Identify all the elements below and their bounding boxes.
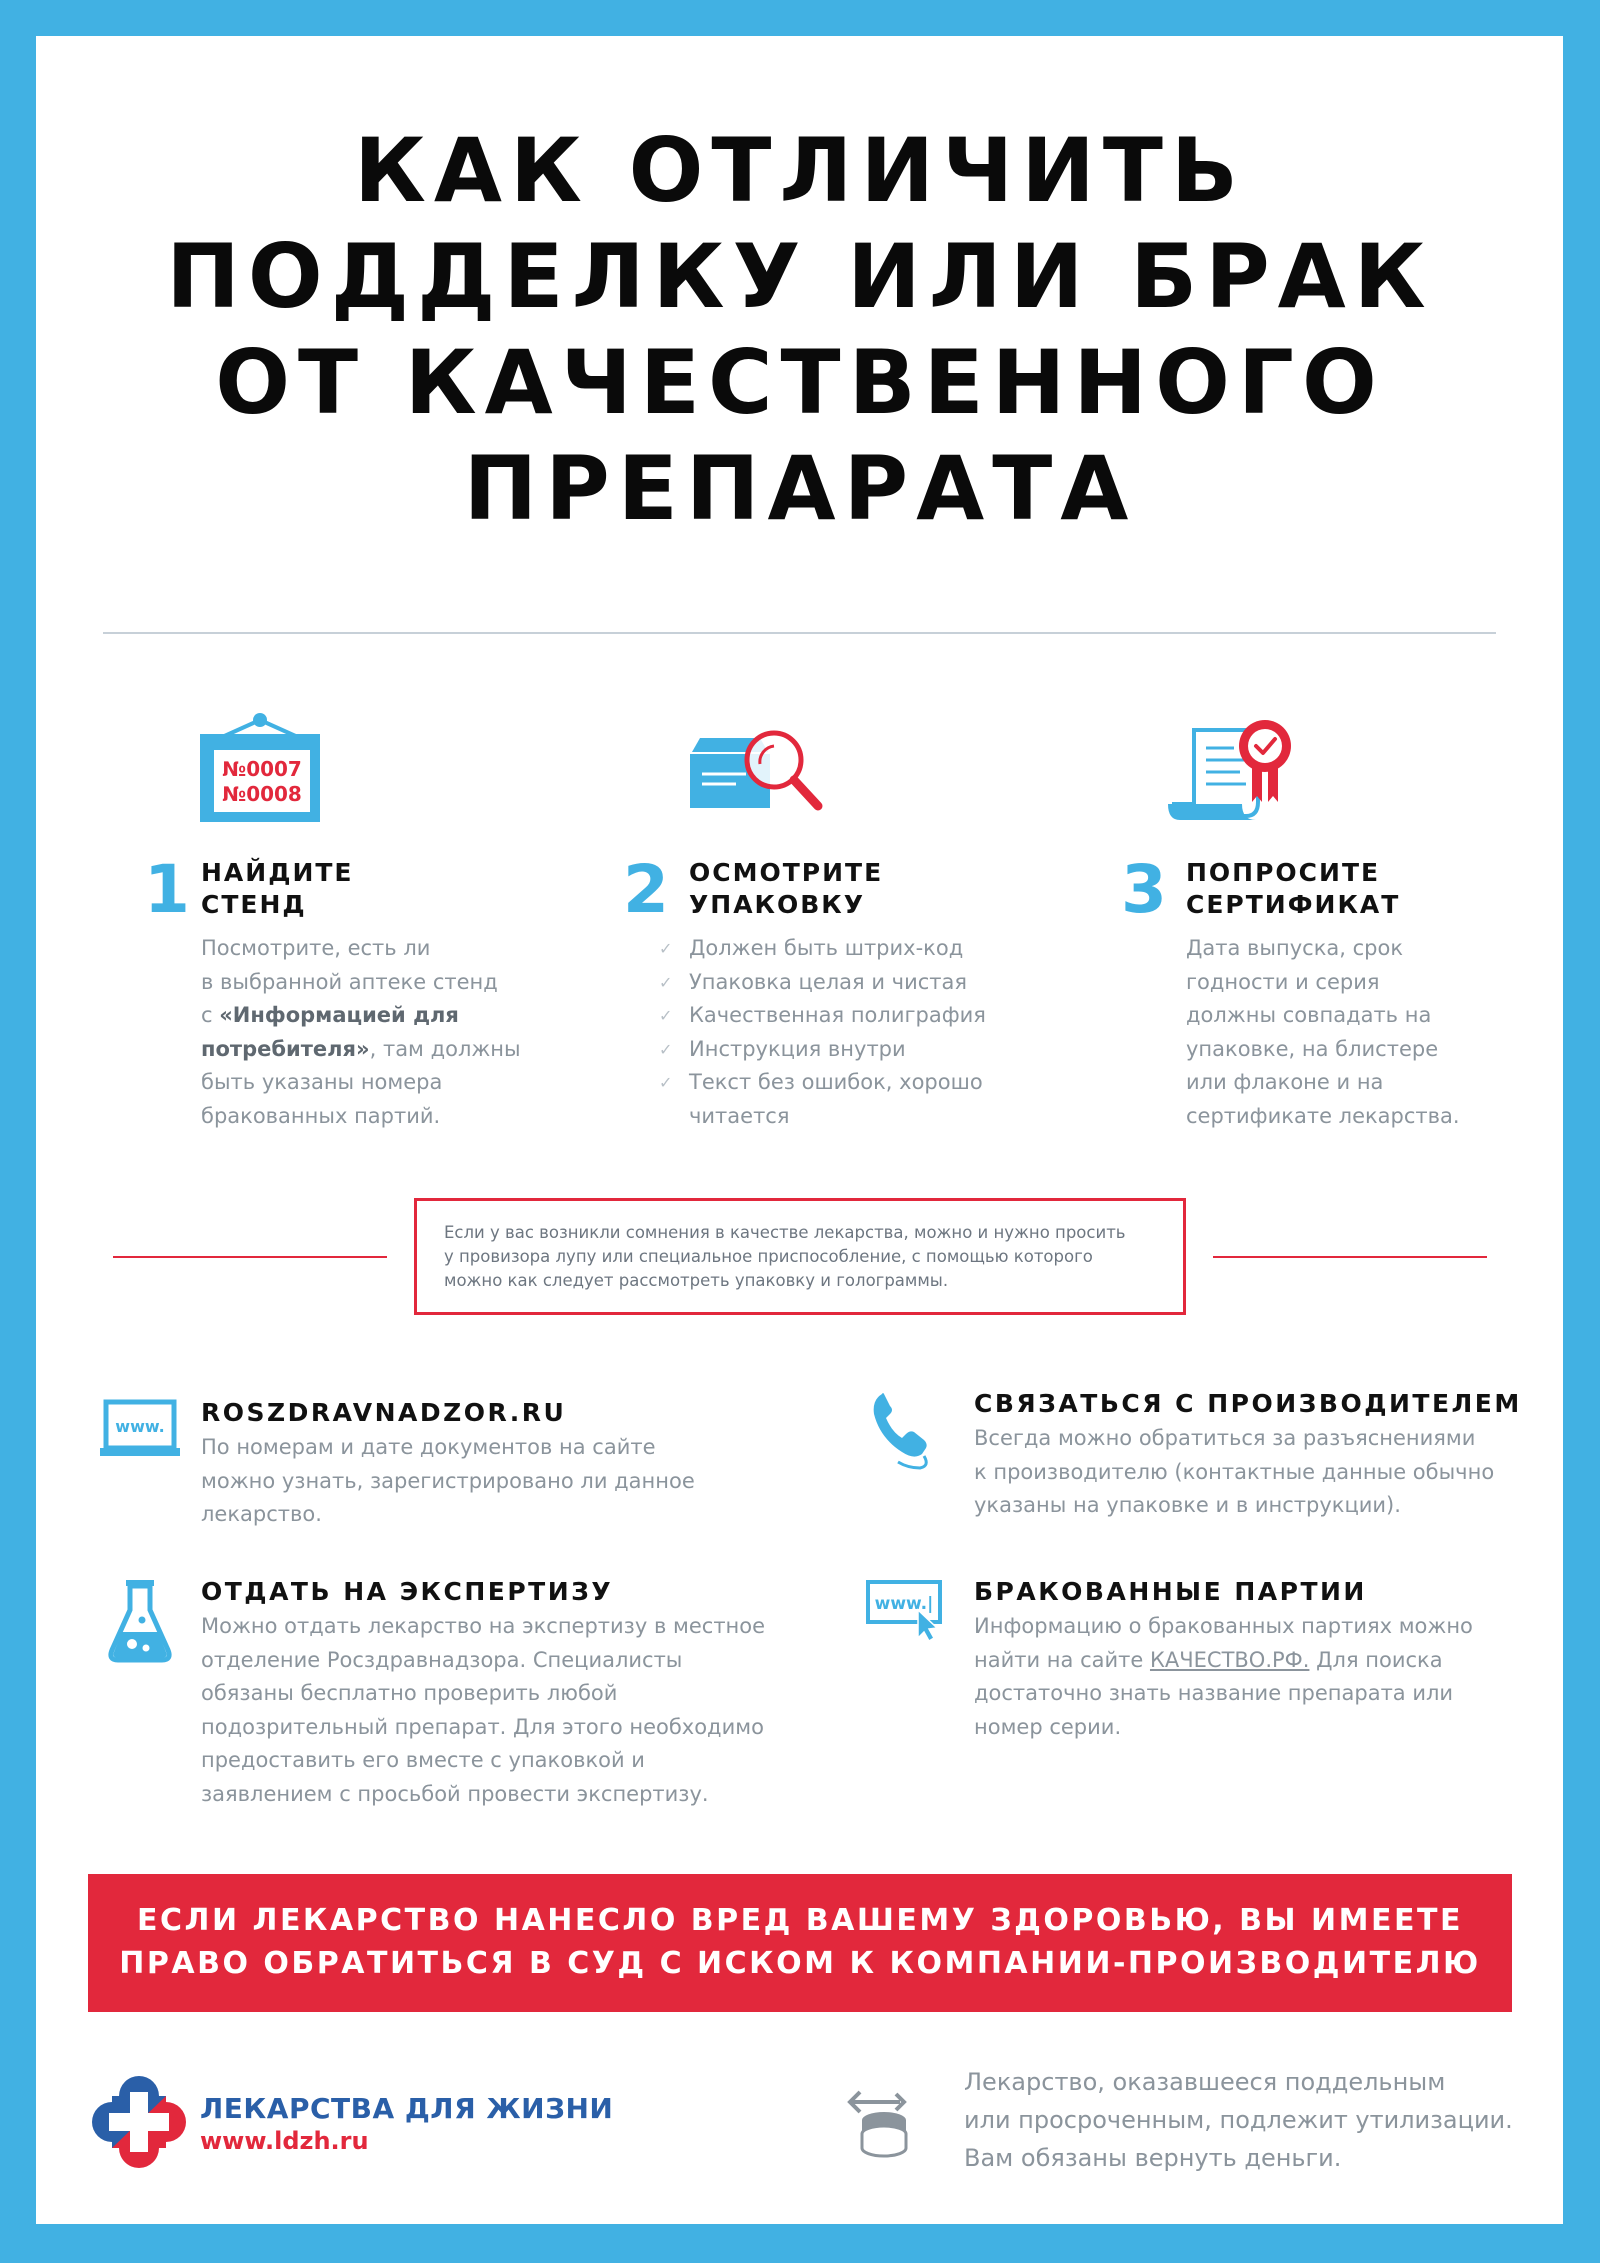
note-divider-right <box>1213 1256 1487 1258</box>
board-number-1: №0007 <box>222 757 302 781</box>
step-1-heading-line-1: НАЙДИТЕ <box>201 858 354 887</box>
medical-cross-logo-icon <box>92 2076 186 2168</box>
step-2-number: 2 <box>623 851 669 928</box>
roszdrav-text-line: По номерам и дате документов на сайте <box>201 1435 656 1459</box>
expertise-text-line: Можно отдать лекарство на экспертизу в местное <box>201 1614 766 1638</box>
package-magnifier-icon <box>686 724 836 820</box>
contact-text-line: указаны на упаковке и в инструкции). <box>974 1493 1401 1517</box>
step-3-heading-line-1: ПОПРОСИТЕ <box>1186 858 1381 887</box>
title-line-2: ПОДДЕЛКУ ИЛИ БРАК <box>166 225 1434 328</box>
magnifier-note <box>414 1198 1186 1315</box>
banner-line-1: ЕСЛИ ЛЕКАРСТВО НАНЕСЛО ВРЕД ВАШЕМУ ЗДОРОВЬЮ, ВЫ ИМЕЕТЕ <box>137 1903 1463 1938</box>
coins-exchange-icon <box>840 2082 920 2160</box>
checklist-item-text: Инструкция внутри <box>689 1036 906 1061</box>
expertise-text <box>201 1610 801 1811</box>
banner-line-2: ПРАВО ОБРАТИТЬСЯ В СУД С ИСКОМ К КОМПАНИИ-ПРОИЗВОДИТЕЛЮ <box>119 1946 1481 1981</box>
refund-text-line: или просроченным, подлежит утилизации. <box>964 2106 1513 2134</box>
check-icon: ✓ <box>659 1006 673 1025</box>
step-3-text <box>1186 932 1506 1133</box>
checklist-item-text: Качественная полиграфия <box>689 1003 986 1027</box>
browser-www-text: www.| <box>874 1594 934 1614</box>
contact-text <box>974 1422 1534 1523</box>
step-1-text-line: Посмотрите, есть ли <box>201 936 431 960</box>
expertise-text-line: обязаны бесплатно проверить любой <box>201 1681 618 1705</box>
checklist-item-text: читается <box>689 1103 790 1128</box>
step-3-text-line: годности и серия <box>1186 969 1380 994</box>
step-1-text-line: бракованных партий. <box>201 1103 441 1128</box>
step-1-heading-line-2: СТЕНД <box>201 890 307 919</box>
check-icon: ✓ <box>659 1039 673 1059</box>
checklist-item-text: Текст без ошибок, хорошо <box>689 1070 983 1094</box>
laptop-www-icon <box>100 1400 180 1462</box>
check-icon: ✓ <box>659 939 673 958</box>
checklist-item-text: Упаковка целая и чистая <box>689 969 968 994</box>
roszdrav-text-line: лекарство. <box>201 1502 322 1526</box>
check-icon: ✓ <box>659 972 673 992</box>
step-2-heading <box>689 857 883 921</box>
title-line-4: ПРЕПАРАТА <box>463 437 1137 540</box>
checklist-item-text: Должен быть штрих-код <box>689 936 964 960</box>
step-1-text-post: , там должны <box>369 1036 521 1061</box>
step-1-text-line: быть указаны номера <box>201 1070 443 1094</box>
flask-icon <box>108 1578 172 1664</box>
roszdrav-text-line: можно узнать, зарегистрировано ли данное <box>201 1468 695 1493</box>
step-1-text-pre: с <box>201 1003 220 1027</box>
checklist-item <box>659 999 1029 1033</box>
defective-text <box>974 1610 1534 1744</box>
checklist-item <box>659 1033 1029 1067</box>
step-1-text-line <box>201 1033 561 1067</box>
contact-heading: СВЯЗАТЬСЯ С ПРОИЗВОДИТЕЛЕМ <box>974 1389 1522 1418</box>
expertise-text-line: предоставить его вместе с упаковкой и <box>201 1748 645 1772</box>
defective-text-pre: найти на сайте <box>974 1647 1150 1672</box>
step-2-checklist <box>659 932 1029 1133</box>
kachestvo-rf-link[interactable]: КАЧЕСТВО.РФ. <box>1149 1647 1310 1672</box>
contact-text-line: Всегда можно обратиться за разъяснениями <box>974 1426 1476 1450</box>
org-url-link[interactable]: www.ldzh.ru <box>200 2127 369 2155</box>
step-1-text-bold-1: «Информацией для <box>219 1003 459 1027</box>
contact-text-line: к производителю (контактные данные обычно <box>974 1459 1495 1484</box>
refund-text-line: Вам обязаны вернуть деньги. <box>964 2144 1342 2172</box>
checklist-item <box>659 966 1029 1000</box>
expertise-text-line: заявлением с просьбой провести экспертизу. <box>201 1781 709 1806</box>
note-line: Если у вас возникли сомнения в качестве лекарства, можно и нужно просить <box>444 1223 1126 1242</box>
notice-board-icon <box>198 712 324 824</box>
note-divider-left <box>113 1256 387 1258</box>
step-1-heading <box>201 857 354 921</box>
defective-text-line: Информацию о бракованных партиях можно <box>974 1614 1473 1638</box>
step-3-text-line: или флаконе и на <box>1186 1070 1384 1094</box>
checklist-item <box>659 1066 1029 1100</box>
step-1-text <box>201 932 561 1133</box>
roszdrav-heading: ROSZDRAVNADZOR.RU <box>201 1398 567 1427</box>
browser-cursor-icon <box>866 1580 946 1642</box>
laptop-www-text: www. <box>115 1417 165 1436</box>
defective-text-line: достаточно знать название препарата или <box>974 1681 1454 1705</box>
step-1-text-line: в выбранной аптеке стенд <box>201 969 498 994</box>
title-line-1: КАК ОТЛИЧИТЬ <box>353 119 1247 222</box>
expertise-text-line: подозрительный препарат. Для этого необходимо <box>201 1714 764 1739</box>
expertise-heading: ОТДАТЬ НА ЭКСПЕРТИЗУ <box>201 1577 614 1606</box>
page-title <box>0 118 1600 542</box>
step-3-text-line: сертификате лекарства. <box>1186 1103 1460 1128</box>
refund-text-line: Лекарство, оказавшееся поддельным <box>964 2068 1446 2096</box>
step-2-heading-line-2: УПАКОВКУ <box>689 890 865 919</box>
defective-heading: БРАКОВАННЫЕ ПАРТИИ <box>974 1577 1367 1606</box>
legal-rights-banner <box>88 1874 1512 2012</box>
note-line: можно как следует рассмотреть упаковку и голограммы. <box>444 1271 949 1290</box>
expertise-text-line: отделение Росздравнадзора. Специалисты <box>201 1647 683 1672</box>
title-divider <box>103 632 1496 634</box>
defective-text-line: номер серии. <box>974 1714 1122 1739</box>
phone-icon <box>868 1390 938 1470</box>
checklist-item-continuation <box>689 1100 1029 1134</box>
board-number-2: №0008 <box>222 782 302 806</box>
step-1-text-bold-2: потребителя» <box>201 1036 370 1061</box>
refund-text <box>964 2063 1513 2177</box>
check-icon: ✓ <box>659 1073 673 1092</box>
step-3-heading-line-2: СЕРТИФИКАТ <box>1186 890 1401 919</box>
step-3-text-line: упаковке, на блистере <box>1186 1036 1439 1061</box>
step-1-text-line <box>201 999 561 1033</box>
step-3-heading <box>1186 857 1400 921</box>
note-line: у провизора лупу или специальное приспособление, с помощью которого <box>444 1247 1093 1266</box>
checklist-item <box>659 932 1029 966</box>
certificate-icon <box>1168 716 1300 828</box>
step-2-heading-line-1: ОСМОТРИТЕ <box>689 858 884 887</box>
defective-text-post: Для поиска <box>1309 1647 1443 1672</box>
step-3-text-line: Дата выпуска, срок <box>1186 936 1404 960</box>
roszdrav-text <box>201 1431 761 1532</box>
step-1-number: 1 <box>144 851 190 928</box>
title-line-3: ОТ КАЧЕСТВЕННОГО <box>215 331 1385 434</box>
org-name: ЛЕКАРСТВА ДЛЯ ЖИЗНИ <box>200 2092 614 2125</box>
defective-text-line <box>974 1644 1534 1678</box>
step-3-number: 3 <box>1121 851 1167 928</box>
step-3-text-line: должны совпадать на <box>1186 1003 1432 1027</box>
